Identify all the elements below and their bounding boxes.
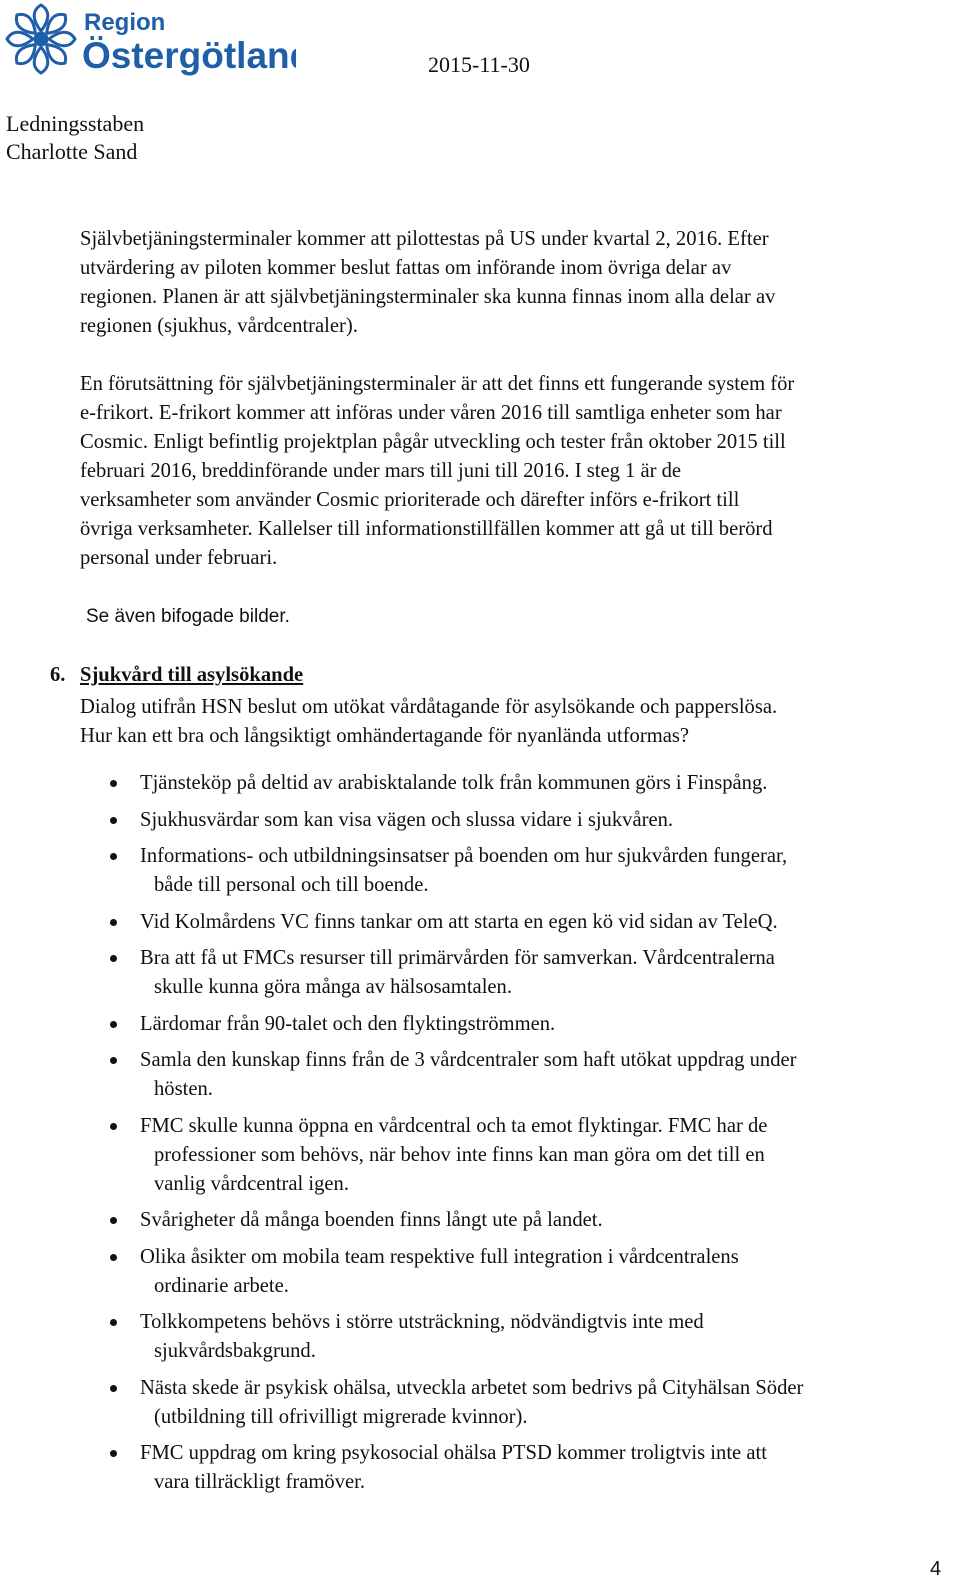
logo-line2: Östergötland xyxy=(82,35,296,76)
section-intro xyxy=(80,693,777,751)
bullet-icon xyxy=(110,955,117,962)
paragraph2-line: Cosmic. Enligt befintlig projektplan pågår utveckling och tester från oktober 2015 till xyxy=(80,431,786,453)
region-logo xyxy=(4,2,296,76)
bullet-icon xyxy=(110,1217,117,1224)
bullet-icon xyxy=(110,1450,117,1457)
list-item: Nästa skede är psykisk ohälsa, utveckla arbetet som bedrivs på Cityhälsan Söder (utbildning till ofrivilligt migrerade kvinnor). xyxy=(110,1374,950,1432)
paragraph2-line: personal under februari. xyxy=(80,547,278,569)
bullet-icon xyxy=(110,1021,117,1028)
bullet-icon xyxy=(110,1385,117,1392)
list-item: Informations- och utbildningsinsatser på boenden om hur sjukvården fungerar, både till personal och till boende. xyxy=(110,842,950,900)
list-item: Svårigheter då många boenden finns långt ute på landet. xyxy=(110,1206,950,1235)
list-item: Tjänsteköp på deltid av arabisktalande tolk från kommunen görs i Finspång. xyxy=(110,769,950,798)
bullet-icon xyxy=(110,1057,117,1064)
bullet-icon xyxy=(110,1123,117,1130)
bullet-icon xyxy=(110,853,117,860)
paragraph2-line: e-frikort. E-frikort kommer att införas under våren 2016 till samtliga enheter som har xyxy=(80,402,782,424)
paragraph1-line: Självbetjäningsterminaler kommer att pilottestas på US under kvartal 2, 2016. Efter xyxy=(80,228,769,250)
bullet-icon xyxy=(110,817,117,824)
section-intro-line: Hur kan ett bra och långsiktigt omhändertagande för nyanlända utformas? xyxy=(80,725,690,747)
list-item: Tolkkompetens behövs i större utsträckning, nödvändigtvis inte med sjukvårdsbakgrund. xyxy=(110,1308,950,1366)
list-item: Samla den kunskap finns från de 3 vårdcentraler som haft utökat uppdrag under hösten. xyxy=(110,1046,950,1104)
section-title: Sjukvård till asylsökande xyxy=(80,664,304,686)
bullet-icon xyxy=(110,780,117,787)
list-item: Olika åsikter om mobila team respektive full integration i vårdcentralens ordinarie arbete. xyxy=(110,1243,950,1301)
bullet-icon xyxy=(110,1319,117,1326)
list-item: Bra att få ut FMCs resurser till primärvården för samverkan. Vårdcentralerna skulle kunna göra många av hälsosamtalen. xyxy=(110,944,950,1002)
bullet-list xyxy=(110,769,950,1505)
section-heading xyxy=(50,664,303,687)
department: Ledningsstaben xyxy=(6,111,145,136)
paragraph1-line: utvärdering av piloten kommer beslut fattas om införande inom övriga delar av xyxy=(80,257,732,279)
paragraph2-line: En förutsättning för självbetjäningsterminaler är att det finns ett fungerande system för xyxy=(80,373,795,395)
flower-logo-icon xyxy=(4,2,296,76)
list-item: Sjukhusvärdar som kan visa vägen och slussa vidare i sjukvåren. xyxy=(110,806,950,835)
logo-line1: Region xyxy=(84,9,166,36)
bullet-icon xyxy=(110,919,117,926)
author: Charlotte Sand xyxy=(6,139,138,164)
paragraph2-line: verksamheter som använder Cosmic prioriterade och därefter införs e-frikort till xyxy=(80,489,740,511)
list-item: Vid Kolmårdens VC finns tankar om att starta en egen kö vid sidan av TeleQ. xyxy=(110,908,950,937)
document-date: 2015-11-30 xyxy=(428,52,530,77)
attachment-note: Se även bifogade bilder. xyxy=(86,606,290,627)
list-item: FMC uppdrag om kring psykosocial ohälsa PTSD kommer troligtvis inte att vara tillräckligt framöver. xyxy=(110,1439,950,1497)
list-item: FMC skulle kunna öppna en vårdcentral och ta emot flyktingar. FMC har de professioner som behövs, när behov inte finns kan man göra om det till en vanlig vårdcentral igen. xyxy=(110,1112,950,1199)
paragraph2-line: övriga verksamheter. Kallelser till informationstillfällen kommer att gå ut till berörd xyxy=(80,518,773,540)
bullet-icon xyxy=(110,1254,117,1261)
list-item: Lärdomar från 90-talet och den flyktingströmmen. xyxy=(110,1010,950,1039)
page-number: 4 xyxy=(930,1558,942,1580)
paragraph1-line: regionen. Planen är att självbetjäningsterminaler ska kunna finnas inom alla delar av xyxy=(80,286,776,308)
paragraph2-line: februari 2016, breddinförande under mars till juni till 2016. I steg 1 är de xyxy=(80,460,682,482)
section-intro-line: Dialog utifrån HSN beslut om utökat vårdåtagande för asylsökande och papperslösa. xyxy=(80,696,778,718)
paragraph1-line: regionen (sjukhus, vårdcentraler). xyxy=(80,315,358,337)
section-number: 6. xyxy=(50,664,66,686)
sender-block xyxy=(6,110,144,166)
document-body xyxy=(80,225,960,631)
